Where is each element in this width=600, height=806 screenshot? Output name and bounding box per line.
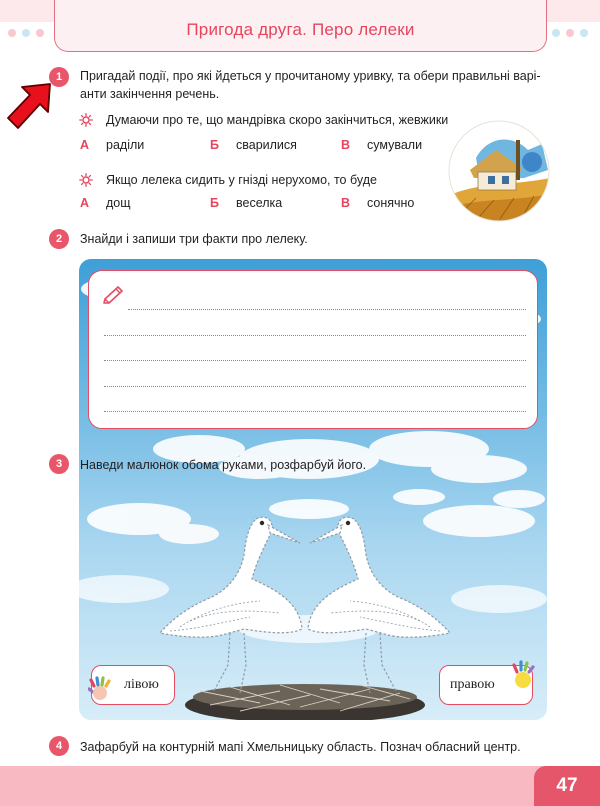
task-1-text-line1: Пригадай події, про які йдеться у прочитаному уривку, та обери правильні варі-: [80, 69, 541, 83]
bottom-bar: [0, 766, 600, 806]
decorative-dots-right: [552, 24, 594, 34]
page-title: Пригода друга. Перо лелеки: [186, 20, 415, 39]
answer-line[interactable]: [104, 386, 526, 387]
answer-writing-box[interactable]: [88, 270, 538, 429]
q1-option-b-letter: Б: [210, 138, 219, 152]
page-number: 47: [534, 766, 600, 806]
answer-line[interactable]: [104, 335, 526, 336]
q2-option-a[interactable]: дощ: [106, 196, 131, 210]
pointer-arrow-icon: [2, 78, 60, 136]
pencil-icon: [101, 285, 125, 307]
left-hand-label-box: [91, 665, 175, 705]
task-3-number: 3: [49, 454, 69, 474]
q2-option-a-letter: А: [80, 196, 90, 210]
task-1-number: 1: [49, 67, 69, 87]
decorative-dots-left: [8, 24, 50, 34]
left-hand-icon: [88, 676, 112, 702]
right-hand-label-box: [439, 665, 533, 705]
task-4-text: Зафарбуй на контурній мапі Хмельницьку область. Познач обласний центр.: [80, 740, 521, 754]
q1-option-a[interactable]: раділи: [106, 138, 145, 152]
right-hand-icon: [510, 660, 536, 690]
task-1-text-line2: анти закінчення речень.: [80, 87, 220, 101]
task-2-text: Знайди і запиши три факти про лелеку.: [80, 232, 308, 246]
task-4-number: 4: [49, 736, 69, 756]
left-stork: [160, 517, 302, 693]
task-2-number: 2: [49, 229, 69, 249]
right-stork: [308, 517, 450, 693]
left-hand-label: лівою: [124, 677, 159, 692]
q1-option-a-letter: А: [80, 138, 90, 152]
q1-option-b[interactable]: сварилися: [236, 138, 297, 152]
answer-line[interactable]: [104, 411, 526, 412]
answer-line[interactable]: [104, 360, 526, 361]
q2-option-c-letter: В: [341, 196, 351, 210]
q2-option-b[interactable]: веселка: [236, 196, 283, 210]
q2-option-b-letter: Б: [210, 196, 219, 210]
storks-tracing-illustration[interactable]: [140, 505, 470, 720]
right-hand-label: правою: [450, 677, 495, 692]
q1-option-c-letter: В: [341, 138, 351, 152]
task-3-text: Наведи малюнок обома руками, розфарбуй його.: [80, 458, 367, 472]
sun-icon: [79, 113, 93, 127]
right-stork-eye: [346, 521, 350, 525]
sun-icon: [79, 173, 93, 187]
q2-option-c[interactable]: сонячно: [367, 196, 415, 210]
question-1-text: Думаючи про те, що мандрівка скоро закінчиться, жевжики: [106, 113, 449, 127]
title-box: [54, 0, 547, 52]
answer-line[interactable]: [128, 309, 526, 310]
q1-option-c[interactable]: сумували: [367, 138, 423, 152]
nest: [185, 684, 425, 720]
question-2-text: Якщо лелека сидить у гнізді нерухомо, то буде: [106, 173, 377, 187]
village-illustration: [448, 120, 550, 222]
left-stork-eye: [260, 521, 264, 525]
